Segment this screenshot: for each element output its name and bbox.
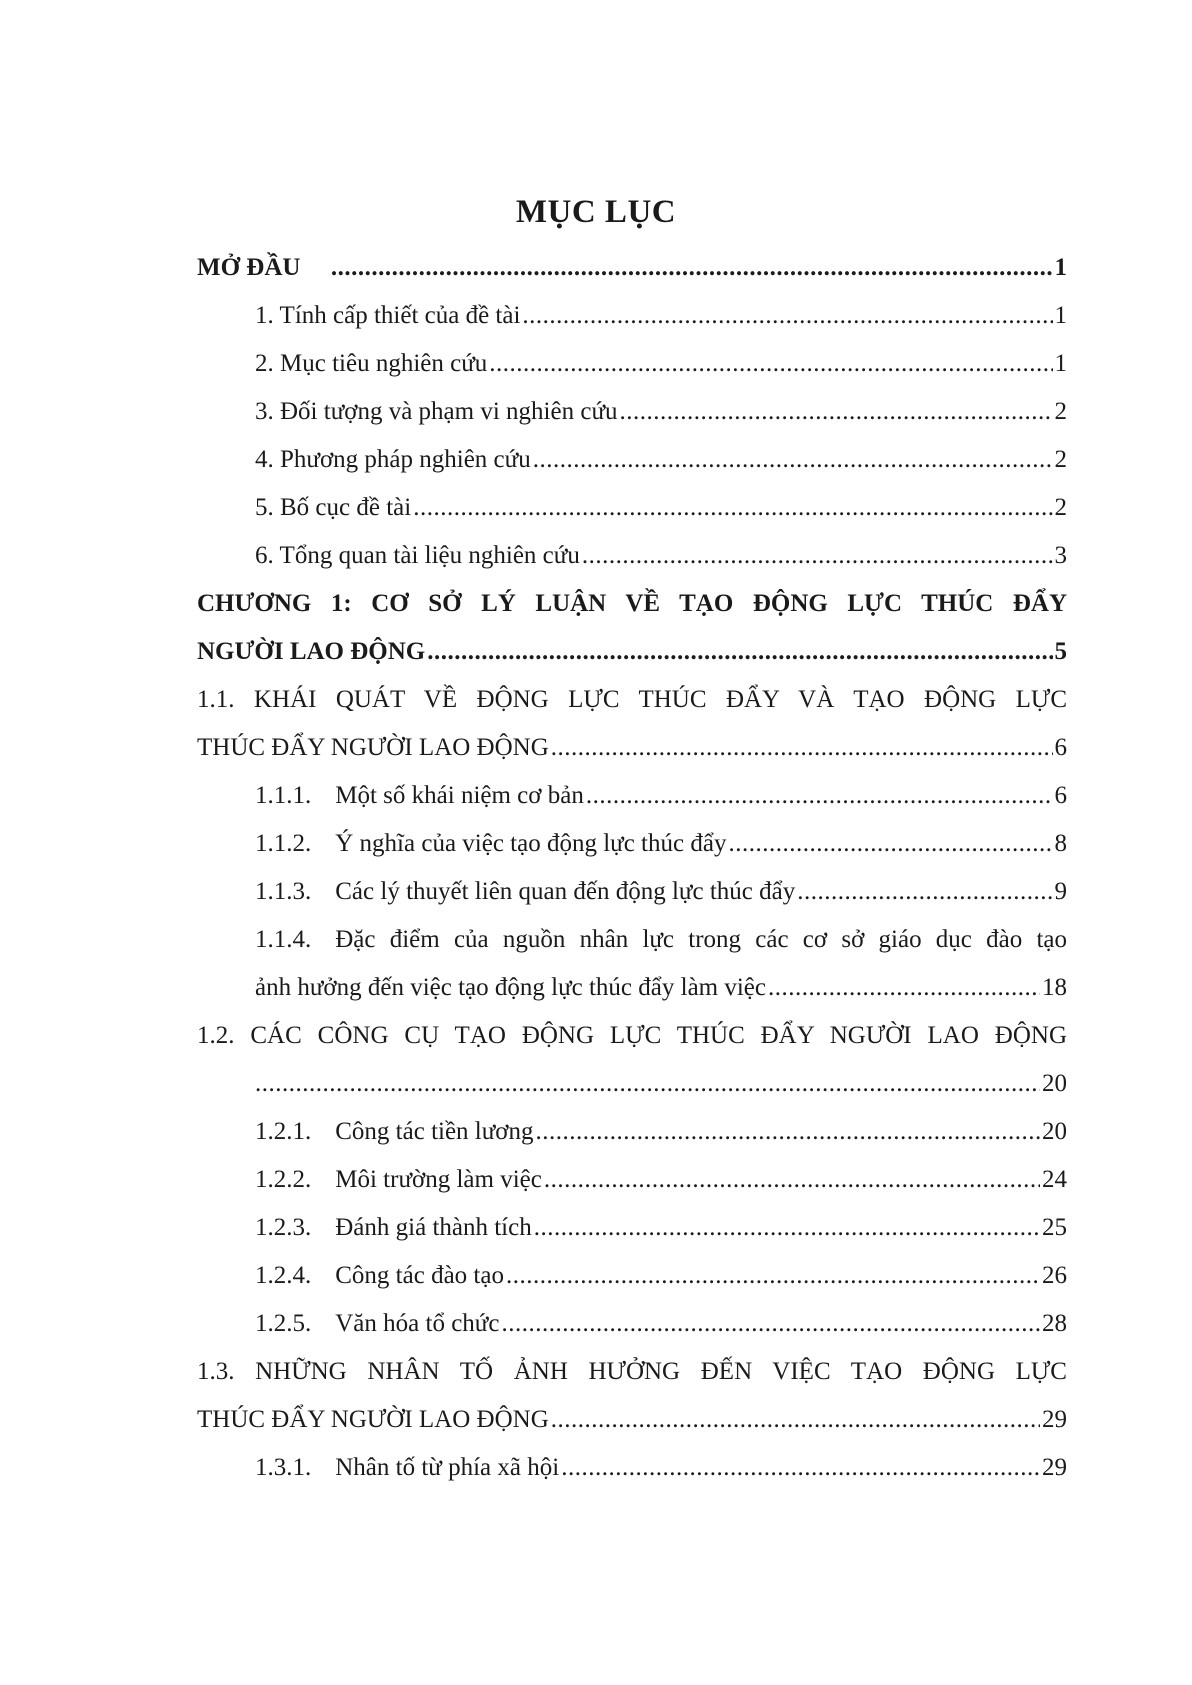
toc-entry-mo-dau (197, 244, 1067, 292)
dot-leader (534, 1204, 1040, 1252)
toc-entry (197, 436, 1067, 484)
toc-entry (197, 292, 1067, 340)
toc-entry (197, 772, 1067, 820)
toc-entry-label: 1.1. KHÁI QUÁT VỀ ĐỘNG LỰC THÚC ĐẨY VÀ TẠO ĐỘNG LỰC (197, 686, 1067, 713)
toc-section-1-1-line2 (197, 724, 1067, 772)
toc-entry (197, 868, 1067, 916)
toc-entry-page: 18 (1042, 974, 1067, 1001)
dot-leader (586, 772, 1053, 820)
toc-entry-page: 6 (1054, 782, 1067, 809)
toc-entry-page: 28 (1042, 1310, 1067, 1337)
toc-entry-page: 5 (1054, 638, 1067, 665)
dot-leader (501, 1300, 1040, 1348)
toc-entry (197, 388, 1067, 436)
toc-entry-1-1-4-line2 (197, 964, 1067, 1012)
toc-entry-number: 1.1.3. (255, 878, 312, 905)
toc-section-1-2-line1 (197, 1012, 1067, 1060)
toc-entry-page: 1 (1054, 350, 1067, 377)
toc-entry-label: 6. Tổng quan tài liệu nghiên cứu (255, 542, 580, 569)
dot-leader (413, 484, 1052, 532)
toc-entry-label: NGƯỜI LAO ĐỘNG (197, 638, 426, 665)
toc-entry-label: Đặc điểm của nguồn nhân lực trong các cơ sở giáo dục đào tạo (335, 926, 1067, 953)
toc-entry (197, 1204, 1067, 1252)
toc-entry-label: 1.2. CÁC CÔNG CỤ TẠO ĐỘNG LỰC THÚC ĐẨY NGƯỜI LAO ĐỘNG (197, 1022, 1067, 1049)
toc-entry-page: 6 (1054, 734, 1067, 761)
dot-leader (331, 244, 1053, 292)
toc-entry (197, 1252, 1067, 1300)
toc-entry-number: 1.2.3. (255, 1214, 312, 1241)
toc-entry-page: 24 (1042, 1166, 1067, 1193)
toc-entry-label: THÚC ĐẨY NGƯỜI LAO ĐỘNG (197, 734, 549, 761)
toc-entry-label: Nhân tố từ phía xã hội (335, 1454, 560, 1481)
toc-entry-page: 25 (1042, 1214, 1067, 1241)
toc-entry-page: 20 (1042, 1118, 1067, 1145)
toc-entry-label: 3. Đối tượng và phạm vi nghiên cứu (255, 398, 618, 425)
dot-leader (582, 532, 1053, 580)
table-of-contents (197, 244, 1067, 1492)
toc-entry-number: 1.2.2. (255, 1166, 312, 1193)
dot-leader (561, 1444, 1040, 1492)
toc-entry-label: Đánh giá thành tích (335, 1214, 532, 1241)
toc-entry-label: 1. Tính cấp thiết của đề tài (255, 302, 521, 329)
toc-entry-label: 4. Phương pháp nghiên cứu (255, 446, 531, 473)
toc-entry-number: 1.3.1. (255, 1454, 312, 1481)
toc-entry-number: 1.2.4. (255, 1262, 312, 1289)
toc-entry (197, 1300, 1067, 1348)
toc-entry-page: 26 (1042, 1262, 1067, 1289)
dot-leader (506, 1252, 1040, 1300)
toc-entry-page: 29 (1042, 1406, 1067, 1433)
toc-entry (197, 1156, 1067, 1204)
toc-entry (197, 1108, 1067, 1156)
toc-entry-1-1-4-line1 (197, 916, 1067, 964)
toc-entry-label: Văn hóa tổ chức (335, 1310, 500, 1337)
toc-entry-page: 2 (1054, 494, 1067, 521)
toc-section-1-1-line1 (197, 676, 1067, 724)
toc-entry-page: 1 (1054, 302, 1067, 329)
dot-leader (728, 820, 1052, 868)
toc-entry-label: Các lý thuyết liên quan đến động lực thúc đẩy (335, 878, 796, 905)
toc-entry-label: Môi trường làm việc (335, 1166, 542, 1193)
toc-entry (197, 484, 1067, 532)
dot-leader (255, 1060, 1040, 1108)
toc-entry (197, 340, 1067, 388)
toc-entry-label: 2. Mục tiêu nghiên cứu (255, 350, 488, 377)
dot-leader (536, 1108, 1040, 1156)
toc-entry-label: Ý nghĩa của việc tạo động lực thúc đẩy (335, 830, 727, 857)
toc-entry-number: 1.2.5. (255, 1310, 312, 1337)
toc-entry-number: 1.1.4. (255, 926, 312, 953)
dot-leader (551, 1396, 1040, 1444)
toc-entry-label: Công tác đào tạo (335, 1262, 504, 1289)
toc-entry-page: 3 (1054, 542, 1067, 569)
dot-leader (544, 1156, 1040, 1204)
toc-entry-label: 1.3. NHỮNG NHÂN TỐ ẢNH HƯỞNG ĐẾN VIỆC TẠO ĐỘNG LỰC (197, 1358, 1067, 1385)
toc-entry-page: 9 (1054, 878, 1067, 905)
toc-entry-label: THÚC ĐẨY NGƯỜI LAO ĐỘNG (197, 1406, 549, 1433)
toc-section-1-3-line1 (197, 1348, 1067, 1396)
toc-entry (197, 820, 1067, 868)
dot-leader (620, 388, 1053, 436)
toc-entry-label: 5. Bố cục đề tài (255, 494, 412, 521)
toc-entry-page: 29 (1042, 1454, 1067, 1481)
toc-entry-page: 2 (1054, 398, 1067, 425)
toc-entry (197, 1444, 1067, 1492)
toc-section-1-2-line2 (197, 1060, 1067, 1108)
toc-entry-number: 1.1.2. (255, 830, 312, 857)
toc-entry-label: ảnh hưởng đến việc tạo động lực thúc đẩy làm việc (255, 974, 766, 1001)
toc-entry-number: 1.2.1. (255, 1118, 312, 1145)
toc-entry-page: 20 (1042, 1070, 1067, 1097)
toc-section-1-3-line2 (197, 1396, 1067, 1444)
toc-entry-page: 8 (1054, 830, 1067, 857)
toc-chapter-1-line2 (197, 628, 1067, 676)
toc-entry-label: Một số khái niệm cơ bản (335, 782, 584, 809)
toc-entry (197, 532, 1067, 580)
dot-leader (768, 964, 1040, 1012)
toc-entry-label: MỞ ĐẦU (197, 254, 301, 281)
toc-entry-page: 2 (1054, 446, 1067, 473)
page-title: MỤC LỤC (515, 194, 677, 230)
dot-leader (533, 436, 1053, 484)
dot-leader (489, 340, 1052, 388)
toc-entry-label: CHƯƠNG 1: CƠ SỞ LÝ LUẬN VỀ TẠO ĐỘNG LỰC THÚC ĐẨY (197, 590, 1067, 617)
toc-entry-label: Công tác tiền lương (335, 1118, 534, 1145)
toc-entry-number: 1.1.1. (255, 782, 312, 809)
dot-leader (551, 724, 1053, 772)
dot-leader (427, 628, 1052, 676)
toc-chapter-1-line1 (197, 580, 1067, 628)
dot-leader (522, 292, 1052, 340)
toc-entry-page: 1 (1054, 254, 1067, 281)
dot-leader (797, 868, 1052, 916)
